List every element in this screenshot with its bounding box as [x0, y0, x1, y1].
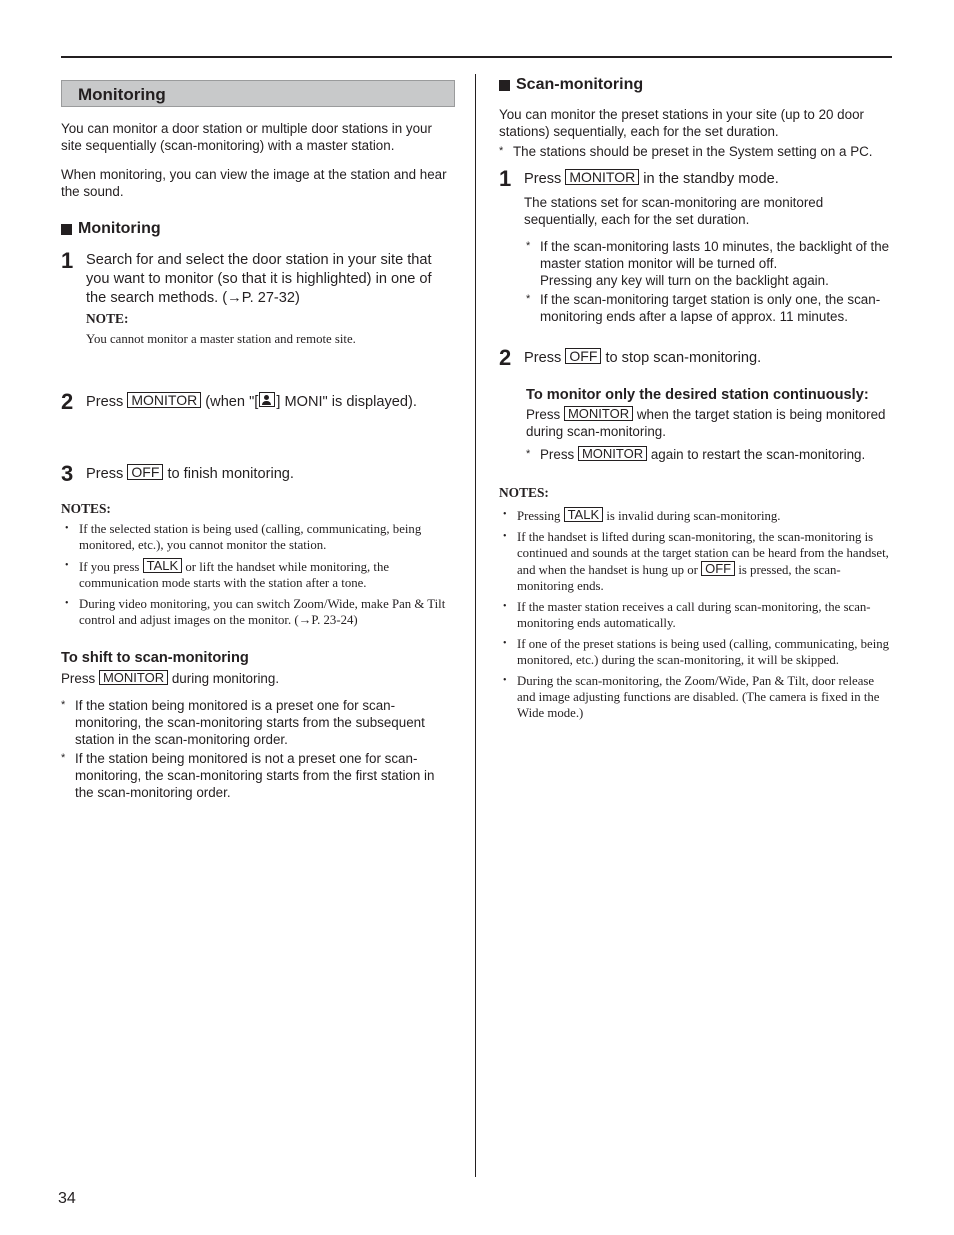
note-text-post: or lift the handset while monitoring, the communication mode starts with the station after a tone. [79, 560, 390, 590]
star-text: If the scan-monitoring lasts 10 minutes, the backlight of the master station monitor will be turned off. [540, 239, 890, 271]
intro-star-list [499, 143, 892, 160]
shift-star-list [61, 697, 455, 801]
continuous-block [526, 387, 892, 463]
note-text: You cannot monitor a master station and remote site. [86, 332, 356, 346]
shift-title: To shift to scan-monitoring [61, 650, 249, 666]
step-number: 1 [61, 248, 74, 273]
notes-heading: NOTES: [61, 501, 111, 516]
note-text-post: is pressed, the scan-monitoring ends. [517, 563, 841, 593]
monitor-key: MONITOR [127, 392, 201, 408]
monitor-key: MONITOR [99, 670, 168, 685]
subsection-title-text: Scan-monitoring [516, 76, 644, 93]
step-text-post: to finish monitoring. [167, 466, 294, 482]
note-item [499, 529, 892, 594]
step-text-pre: Press [86, 466, 124, 482]
step-text-pre: Press [86, 394, 124, 410]
right-column [499, 76, 892, 726]
off-key: OFF [701, 561, 735, 576]
step-number: 2 [61, 389, 74, 414]
star-item: * If the scan-monitoring target station is only one, the scan-monitoring ends after a lapse of approx. 11 minutes. [526, 291, 892, 325]
left-column [61, 80, 455, 803]
top-rule [61, 56, 892, 58]
off-key: OFF [565, 348, 601, 364]
step-2 [61, 389, 455, 415]
shift-text [61, 670, 455, 687]
note-item: • If the selected station is being used (calling, communicating, being monitored, etc.), you cannot monitor the station. [61, 521, 455, 553]
continuous-star-list [526, 446, 892, 463]
step-content [524, 166, 892, 327]
column-divider [475, 74, 476, 1177]
notes-heading: NOTES: [499, 485, 549, 500]
page-number: 34 [58, 1190, 76, 1207]
talk-key: TALK [143, 558, 183, 573]
shift-text-pre: Press [61, 671, 96, 686]
scan-step-2 [499, 345, 892, 371]
scan-intro: You can monitor the preset stations in your site (up to 20 door stations) sequentially, each for the set duration. [499, 107, 864, 139]
step-text-post: to stop scan-monitoring. [605, 350, 762, 366]
step-content [86, 248, 455, 347]
off-key: OFF [127, 464, 163, 480]
note-text-pre: If the handset is lifted during scan-monitoring, the scan-monitoring is continued and sounds at the target station can be heard from the handset, and when the handset is hung up or [517, 530, 889, 577]
monitor-person-icon [259, 392, 275, 407]
subsection-title-scan-monitoring [499, 76, 892, 94]
monitor-key: MONITOR [578, 446, 647, 461]
step-number: 2 [499, 345, 512, 370]
step-3 [61, 461, 455, 487]
talk-key: TALK [564, 507, 604, 522]
subsection-title-monitoring [61, 220, 455, 238]
step-text: Search for and select the door station in your site that you want to monitor (so that it is highlighted) in one of the search methods. (→P. 27-32) [86, 252, 432, 306]
step-text-pre: Press [524, 350, 562, 366]
square-bullet-icon [61, 224, 72, 235]
star-item: * The stations should be preset in the System setting on a PC. [499, 143, 892, 160]
intro-paragraph-1: You can monitor a door station or multiple door stations in your site sequentially (scan-monitoring) with a master station. [61, 121, 432, 153]
continuous-text [526, 406, 892, 440]
step-text-post: ] MONI" is displayed). [276, 394, 417, 410]
notes-list [61, 521, 455, 628]
note-text-pre: If you press [79, 560, 140, 574]
star-item: * If the station being monitored is not a preset one for scan-monitoring, the scan-monitoring starts from the first station in the scan-monitoring order. [61, 750, 455, 801]
step-text-post: in the standby mode. [643, 171, 779, 187]
continuous-text-pre: Press [526, 407, 561, 422]
step-text [86, 461, 294, 487]
continuous-title: To monitor only the desired station continuously: [526, 387, 869, 403]
section-title: Monitoring [61, 80, 455, 107]
star-item [526, 446, 892, 463]
notes-list [499, 507, 892, 721]
star-text-pre: Press [540, 447, 575, 462]
note-item: • During video monitoring, you can switch Zoom/Wide, make Pan & Tilt control and adjust images on the monitor. (→P. 23-24) [61, 596, 455, 628]
scan-step-1 [499, 166, 892, 327]
step-text-mid: (when "[ [205, 394, 259, 410]
star-item [526, 238, 892, 289]
step-text [524, 166, 892, 189]
step-text-pre: Press [524, 171, 562, 187]
star-text: Pressing any key will turn on the backlight again. [540, 273, 829, 288]
monitor-key: MONITOR [564, 406, 633, 421]
step-star-list [526, 238, 892, 325]
step-text [86, 389, 417, 415]
square-bullet-icon [499, 80, 510, 91]
star-text-post: again to restart the scan-monitoring. [650, 447, 866, 462]
monitor-key: MONITOR [565, 169, 639, 185]
note-item: • If the master station receives a call during scan-monitoring, the scan-monitoring ends automatically. [499, 599, 892, 631]
subsection-title-text: Monitoring [78, 220, 161, 237]
shift-text-post: during monitoring. [171, 671, 280, 686]
step-number: 1 [499, 166, 512, 191]
note-text-pre: Pressing [517, 509, 561, 523]
note-item: • During the scan-monitoring, the Zoom/Wide, Pan & Tilt, door release and image adjusting functions are disabled. (The camera is fixed in the Wide mode.) [499, 673, 892, 721]
note-text-post: is invalid during scan-monitoring. [606, 509, 781, 523]
step-1 [61, 248, 455, 347]
step-description: The stations set for scan-monitoring are monitored sequentially, each for the set duration. [524, 195, 824, 227]
star-item: * If the station being monitored is a preset one for scan-monitoring, the scan-monitoring starts from the subsequent station in the scan-monitoring order. [61, 697, 455, 748]
step-text [524, 345, 761, 371]
note-heading: NOTE: [86, 311, 129, 326]
note-item: • If one of the preset stations is being used (calling, communicating, being monitored, etc.) during the scan-monitoring, it will be skipped. [499, 636, 892, 668]
note-item [499, 507, 892, 524]
intro-paragraph-2: When monitoring, you can view the image at the station and hear the sound. [61, 167, 447, 199]
continuous-text-post: when the target station is being monitored during scan-monitoring. [526, 407, 886, 439]
note-item [61, 558, 455, 591]
step-number: 3 [61, 461, 74, 486]
